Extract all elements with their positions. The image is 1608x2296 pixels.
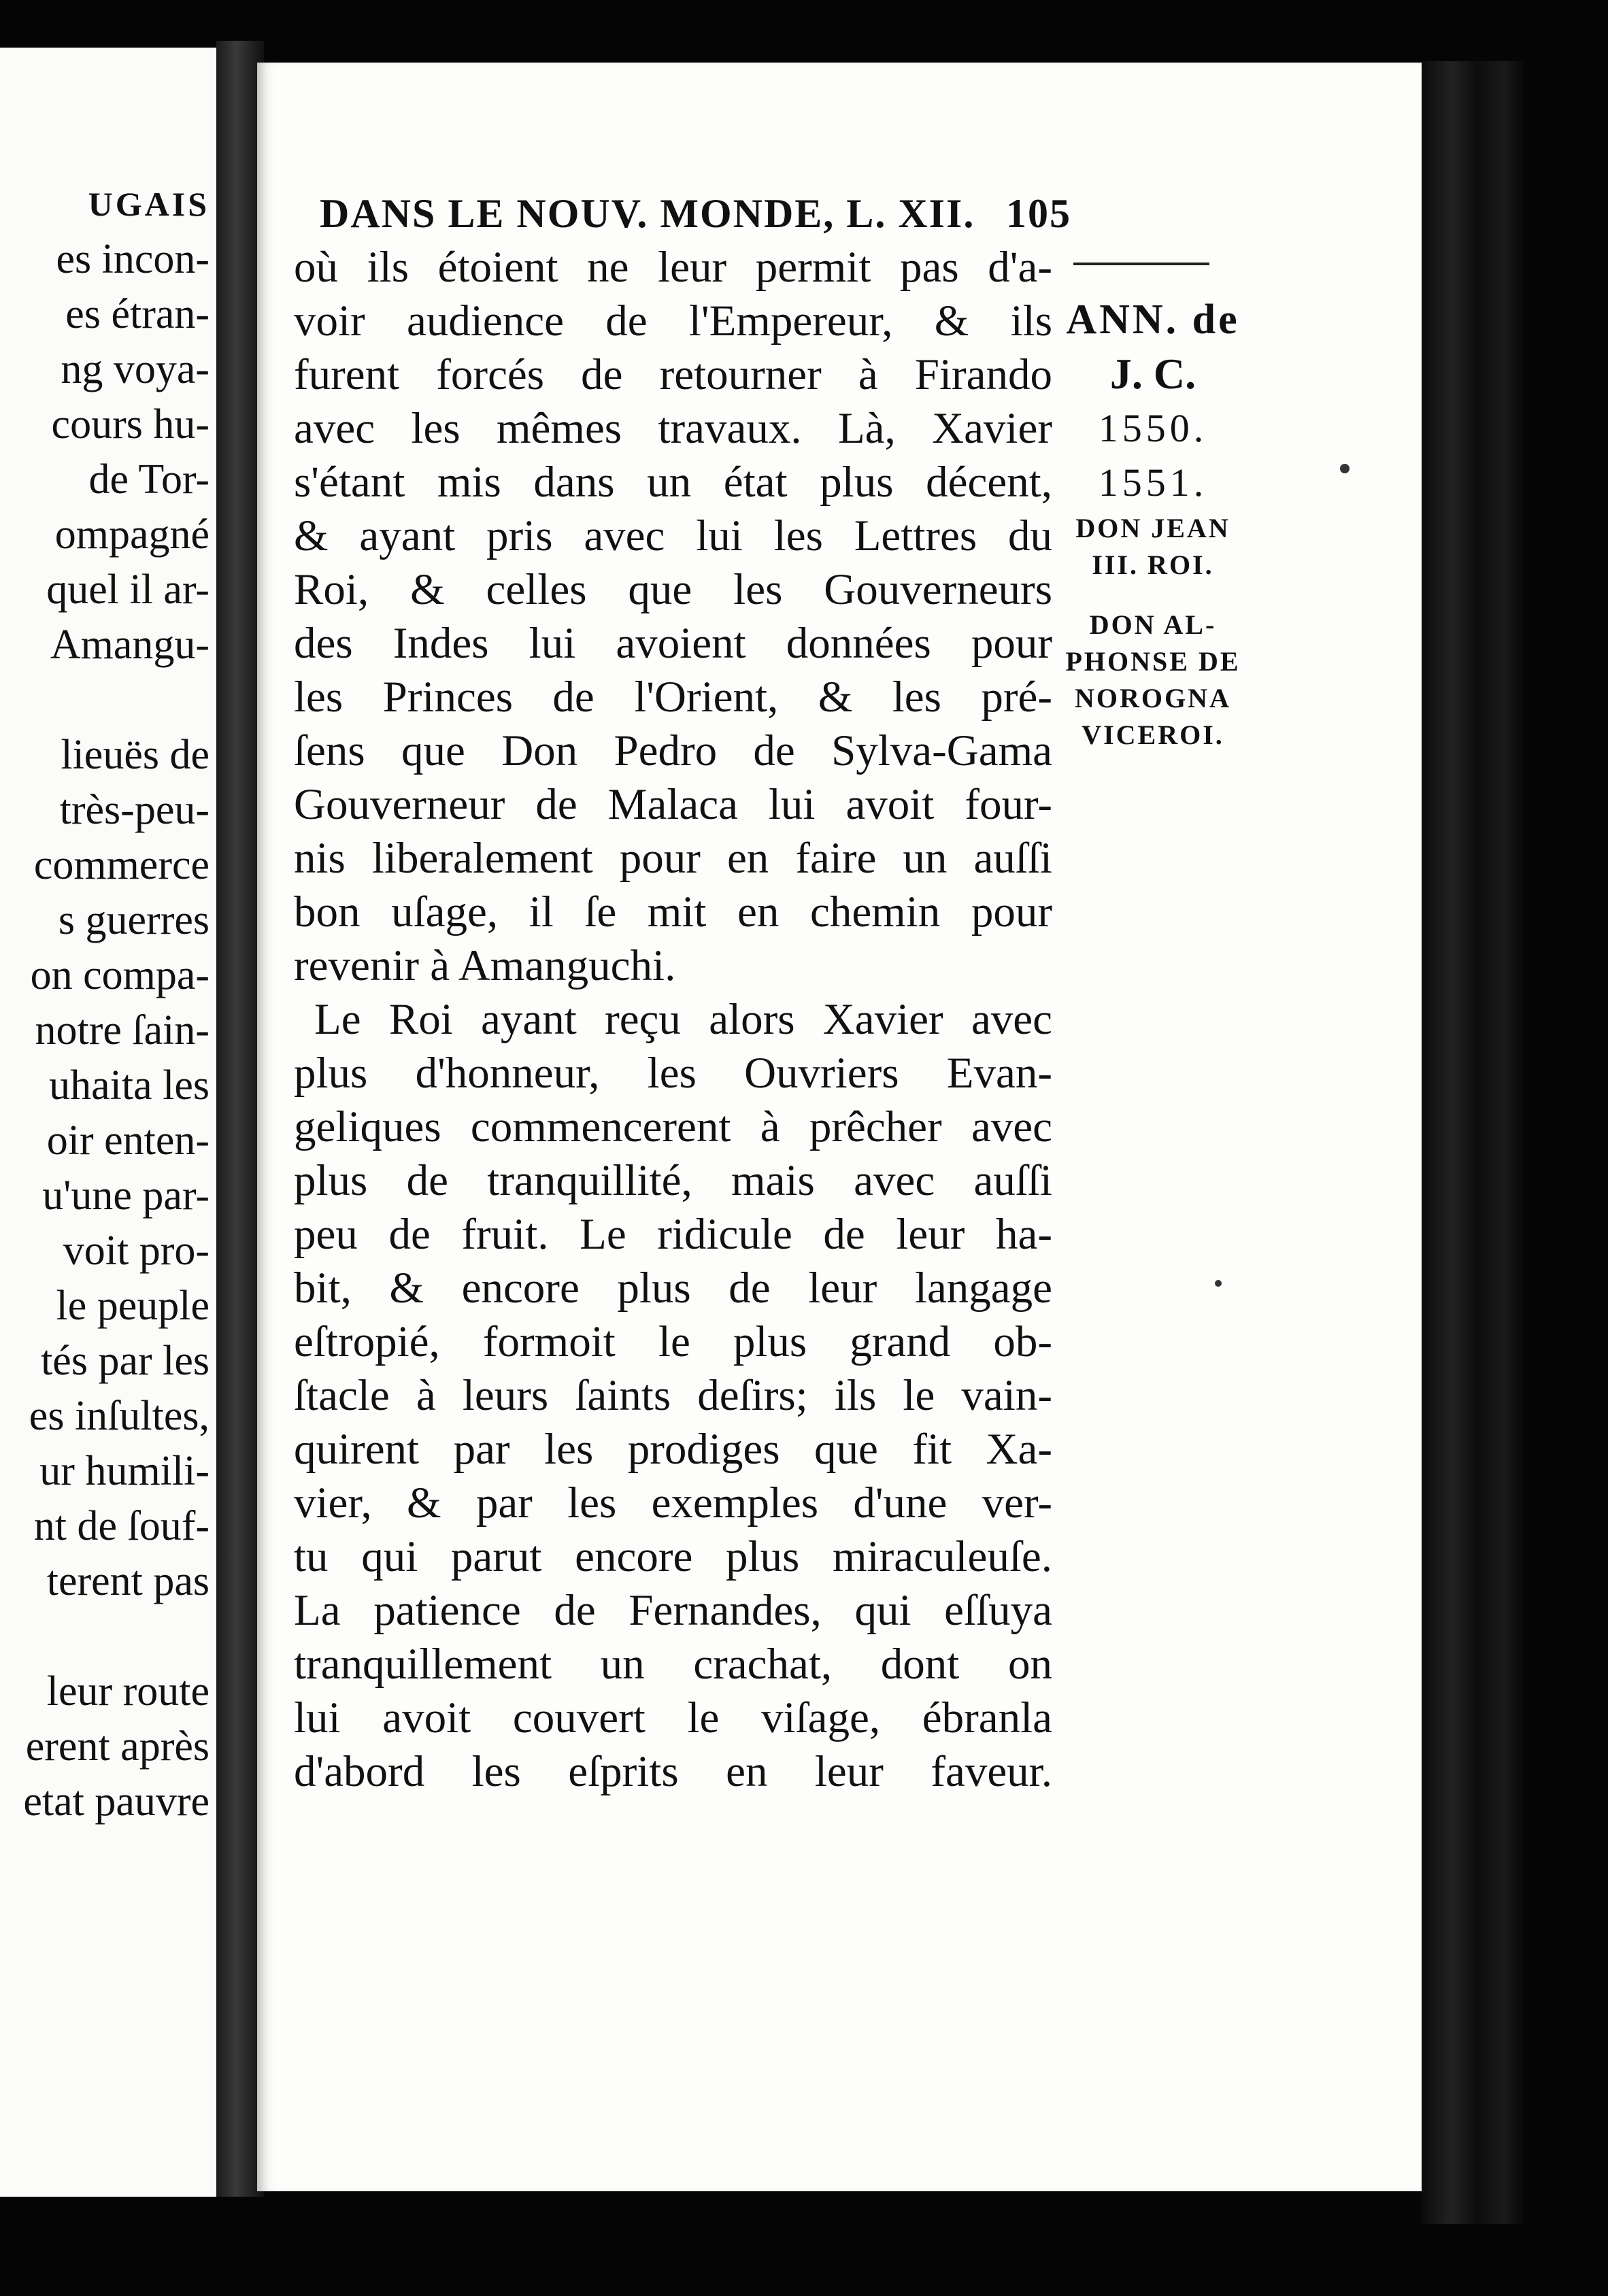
left-line: ng voya- (61, 346, 210, 392)
text-line: geliques commencerent à prêcher avec (294, 1102, 1052, 1151)
ink-speck (1215, 1280, 1222, 1287)
text-line: plus d'honneur, les Ouvriers Evan- (294, 1049, 1052, 1098)
text-line: eſtropié, formoit le plus grand ob- (294, 1317, 1052, 1366)
left-line: ur humili- (39, 1448, 210, 1494)
text-line: ſens que Don Pedro de Sylva-Gama (294, 726, 1052, 775)
left-line: etat pauvre (23, 1778, 210, 1825)
left-line: quel il ar- (46, 567, 210, 613)
left-header-fragment: UGAIS (88, 185, 210, 223)
text-line: tranquillement un crachat, dont on (294, 1640, 1052, 1689)
margin-note: DON JEAN (1075, 513, 1230, 543)
left-line: le peuple (56, 1283, 210, 1329)
text-line: bon uſage, il ſe mit en chemin pour (294, 888, 1052, 936)
text-line: La patience de Fernandes, qui eſſuya (294, 1586, 1052, 1635)
left-line-gap (0, 673, 224, 728)
left-line: de Tor- (88, 456, 210, 503)
margin-rule (1073, 263, 1209, 265)
text-line: tu qui parut encore plus miraculeuſe. (294, 1532, 1052, 1581)
left-line: es incon- (56, 236, 210, 282)
margin-gap (1061, 584, 1245, 607)
left-line-gap (0, 1609, 224, 1664)
margin-note: III. ROI. (1092, 550, 1214, 580)
left-line: es inſultes, (29, 1393, 210, 1439)
margin-note: DON AL- (1089, 609, 1217, 640)
text-line: Roi, & celles que les Gouverneurs (294, 565, 1052, 614)
text-line: nis liberalement pour en faire un auſſi (294, 834, 1052, 883)
text-line: d'abord les eſprits en leur faveur. (294, 1747, 1052, 1796)
text-line: lui avoit couvert le viſage, ébranla (294, 1693, 1052, 1742)
margin-year: 1550. (1098, 406, 1208, 450)
left-page-text (0, 177, 224, 1829)
text-line: & ayant pris avec lui les Lettres du (294, 511, 1052, 560)
left-line: ompagné (54, 511, 210, 558)
text-line: les Princes de l'Orient, & les pré- (294, 673, 1052, 722)
margin-era: J. C. (1109, 350, 1196, 398)
left-line: on compa- (30, 952, 210, 998)
text-line: quirent par les prodiges que fit Xa- (294, 1425, 1052, 1474)
left-line: uhaita les (49, 1062, 210, 1109)
text-line: peu de fruit. Le ridicule de leur ha- (294, 1210, 1052, 1259)
left-page (0, 48, 224, 2197)
left-line: Amangu- (50, 622, 210, 668)
left-line: cours hu- (51, 401, 210, 448)
text-line: ſtacle à leurs ſaints deſirs; ils le vain- (294, 1371, 1052, 1420)
ink-speck (1340, 464, 1350, 473)
page-number: 105 (1006, 191, 1071, 236)
margin-note: VICEROI. (1082, 720, 1224, 750)
page-edge-shadow (1422, 61, 1524, 2224)
running-header (320, 190, 1071, 237)
margin-year-label: ANN. de (1066, 297, 1240, 343)
left-line: s guerres (58, 897, 210, 943)
text-line: des Indes lui avoient données pour (294, 619, 1052, 668)
left-line: très-peu- (59, 787, 210, 833)
left-line: commerce (33, 842, 210, 888)
text-line: furent forcés de retourner à Firando (294, 350, 1052, 399)
running-title: DANS LE NOUV. MONDE, L. XII. (320, 191, 975, 236)
text-line: vier, & par les exemples d'une ver- (294, 1479, 1052, 1527)
margin-note: PHONSE DE (1065, 646, 1241, 677)
left-line: notre ſain- (35, 1007, 210, 1053)
text-line: avec les mêmes travaux. Là, Xavier (294, 404, 1052, 453)
left-line: nt de ſouf- (33, 1503, 210, 1549)
margin-notes (1061, 292, 1245, 754)
text-line: plus de tranquillité, mais avec auſſi (294, 1156, 1052, 1205)
left-line: lieuës de (61, 732, 210, 778)
left-line: oir enten- (46, 1117, 210, 1164)
text-line: Le Roi ayant reçu alors Xavier avec (314, 995, 1052, 1044)
text-line: voir audience de l'Empereur, & ils (294, 297, 1052, 345)
text-line: s'étant mis dans un état plus décent, (294, 458, 1052, 507)
margin-year: 1551. (1098, 460, 1208, 505)
left-line: terent pas (46, 1558, 210, 1604)
text-line: où ils étoient ne leur permit pas d'a- (294, 243, 1052, 292)
text-line: Gouverneur de Malaca lui avoit four- (294, 780, 1052, 829)
left-line: u'une par- (42, 1172, 210, 1219)
left-line: voit pro- (63, 1228, 210, 1274)
text-line: bit, & encore plus de leur langage (294, 1264, 1052, 1313)
left-line: es étran- (65, 291, 210, 337)
left-line: leur route (46, 1668, 210, 1715)
left-line: tés par les (41, 1338, 210, 1384)
body-text (294, 241, 1052, 1799)
margin-note: NOROGNA (1075, 683, 1231, 713)
left-line: erent après (25, 1723, 210, 1770)
text-line: revenir à Amanguchi. (294, 941, 676, 990)
